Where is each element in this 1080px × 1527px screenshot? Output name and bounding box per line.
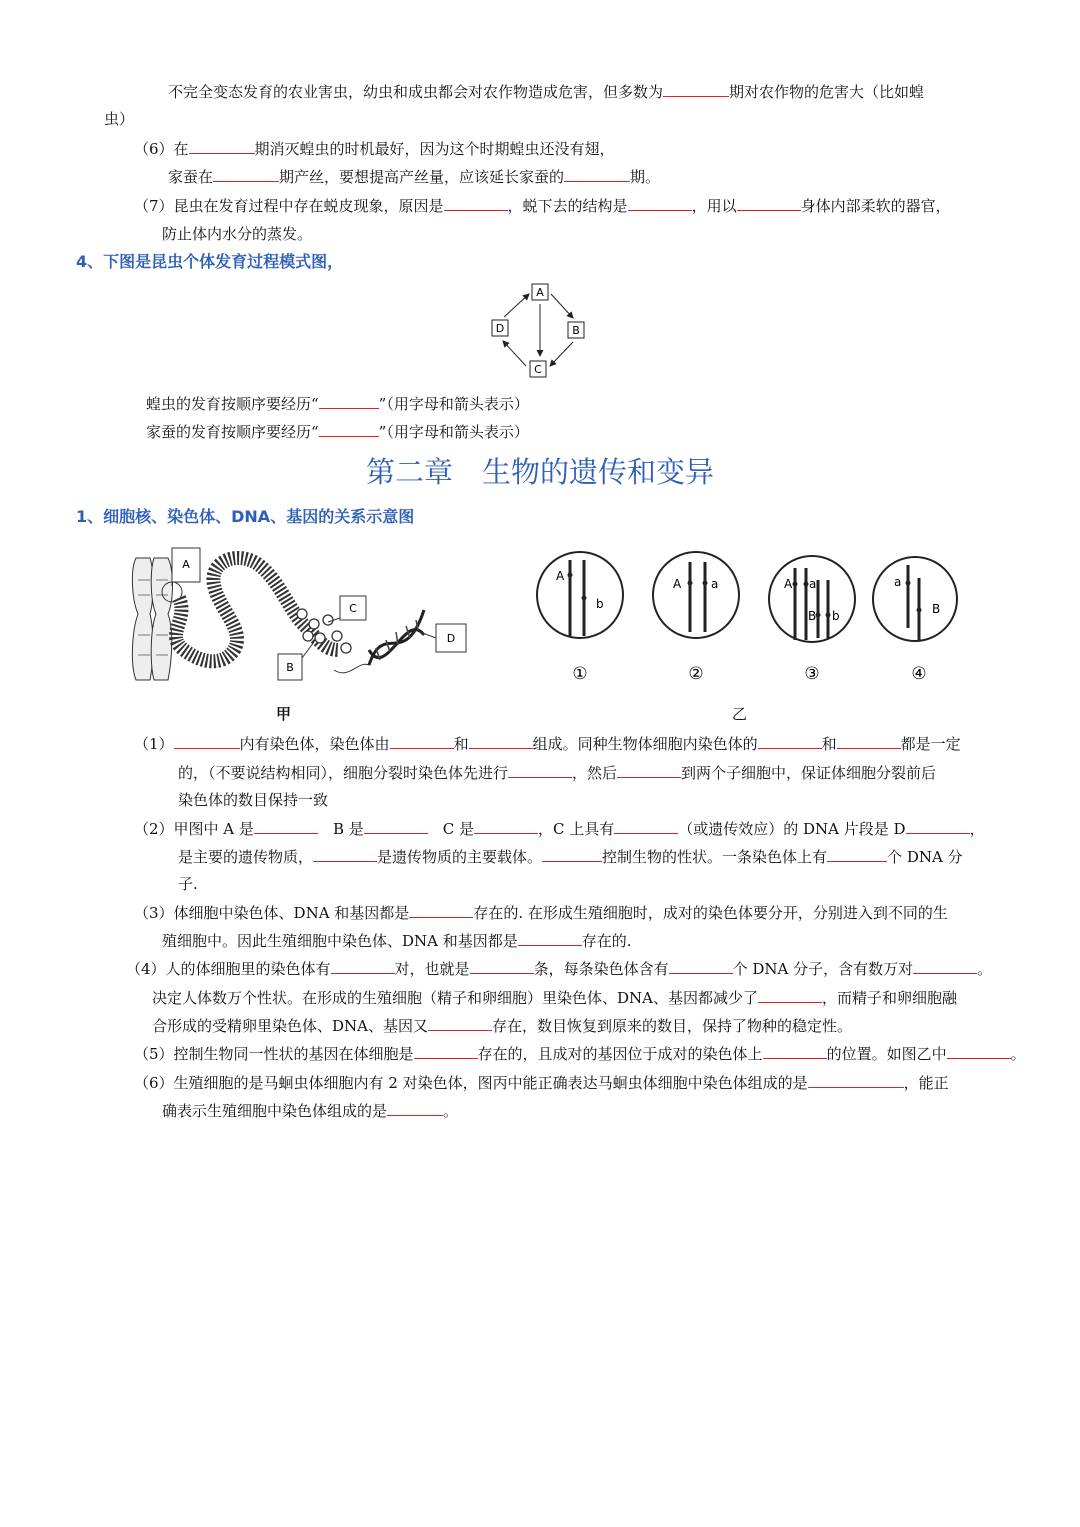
text: ，能正 (903, 1074, 949, 1092)
answer-blank[interactable] (364, 818, 428, 834)
allele-label: A (784, 577, 793, 591)
chapter-title: 第二章 生物的遗传和变异 (365, 455, 714, 489)
text: 期消灭蝗虫的时机最好，因为这个时期蝗虫还没有翅， (254, 140, 615, 158)
text: 染色体的数目保持一致 (178, 791, 329, 809)
answer-blank[interactable] (663, 81, 729, 97)
text: 组成。同种生物体细胞内染色体的 (532, 735, 758, 753)
text: （1） (134, 735, 174, 753)
text: 。 (977, 960, 993, 978)
p4-line-a (126, 958, 992, 979)
p2-line-c (178, 874, 198, 894)
label-a: A (182, 558, 190, 571)
caption-jia: 甲 (276, 705, 292, 723)
answer-blank[interactable] (390, 733, 454, 749)
insect-cycle-diagram (488, 280, 592, 382)
text: ， (969, 820, 985, 838)
text: ，而精子和卵细胞融 (822, 989, 958, 1007)
p1-line-b (178, 762, 936, 783)
answer-blank[interactable] (614, 818, 678, 834)
text: （6）在 (134, 140, 189, 158)
p6-line-b (162, 1100, 458, 1121)
text: 家蚕的发育按顺序要经历“ (146, 423, 319, 441)
p4-line-b (152, 987, 957, 1008)
text: 家蚕在 (168, 168, 214, 186)
allele-label: a (711, 577, 719, 591)
answer-blank[interactable] (628, 195, 692, 211)
answer-blank[interactable] (913, 958, 977, 974)
text: 存在的，且成对的基因位于成对的染色体上 (477, 1045, 763, 1063)
answer-blank[interactable] (387, 1100, 443, 1116)
text: 期产丝，要想提高产丝量，应该延长家蚕的 (279, 168, 565, 186)
allele-label: A (673, 577, 682, 591)
figure-yi (530, 540, 970, 690)
text: 期。 (630, 168, 661, 186)
q4-heading: 4、下图是昆虫个体发育过程模式图， (76, 252, 344, 271)
answer-blank[interactable] (409, 902, 473, 918)
q3-line-b (104, 109, 134, 129)
text: 存在，数目恢复到原来的数目，保持了物种的稳定性。 (492, 1017, 853, 1035)
text: 是遗传物质的主要载体。 (377, 848, 543, 866)
answer-blank[interactable] (313, 846, 377, 862)
figure-jia (124, 540, 474, 690)
text: （6）生殖细胞的是马蛔虫体细胞内有 2 对染色体，图丙中能正确表达马蛔虫体细胞中染色体组成的是 (134, 1074, 808, 1092)
text: （2）甲图中 A 是 (134, 820, 254, 838)
answer-blank[interactable] (737, 195, 801, 211)
p5-line (134, 1043, 1026, 1064)
label-d: D (446, 632, 456, 645)
text: C 是 (442, 820, 474, 838)
answer-blank[interactable] (189, 138, 255, 154)
cell-number: ① (572, 664, 588, 684)
text: 存在的. (581, 932, 632, 950)
p3-line-b (162, 930, 632, 951)
answer-blank[interactable] (414, 1043, 478, 1059)
cell-number: ④ (911, 664, 927, 684)
answer-blank[interactable] (758, 987, 822, 1003)
answer-blank[interactable] (428, 1015, 492, 1031)
text: 身体内部柔软的器官， (800, 197, 951, 215)
allele-label: a (894, 575, 902, 589)
text: B 是 (332, 820, 364, 838)
answer-blank[interactable] (508, 762, 572, 778)
arrow-b-c (550, 342, 573, 366)
node-d-label: D (495, 322, 505, 335)
text: 的位置。如图乙中 (826, 1045, 947, 1063)
text: 。 (1010, 1045, 1026, 1063)
cell-1 (537, 552, 623, 684)
answer-blank[interactable] (331, 958, 395, 974)
text: 虫） (104, 110, 135, 128)
text: 条，每条染色体含有 (533, 960, 669, 978)
q7-line-a (134, 195, 951, 216)
caption-yi: 乙 (732, 705, 748, 723)
text: 蝗虫的发育按顺序要经历“ (146, 395, 319, 413)
text: （7）昆虫在发育过程中存在蜕皮现象，原因是 (134, 197, 444, 215)
text: 是主要的遗传物质， (178, 848, 314, 866)
allele-label: a (809, 577, 817, 591)
answer-blank[interactable] (474, 818, 538, 834)
node-c-label: C (534, 363, 542, 376)
text: ”（用字母和箭头表示） (378, 423, 529, 441)
text: （5）控制生物同一性状的基因在体细胞是 (134, 1045, 414, 1063)
text: 到两个子细胞中，保证体细胞分裂前后 (681, 764, 937, 782)
node-a-label: A (536, 286, 544, 299)
cell-4 (873, 557, 957, 684)
text: ，用以 (691, 197, 737, 215)
q6-line-b (168, 166, 660, 187)
text: 不完全变态发育的农业害虫，幼虫和成虫都会对农作物造成危害，但多数为 (168, 83, 664, 101)
dna-helix (369, 610, 424, 665)
p2-line-a (134, 818, 985, 839)
answer-blank[interactable] (758, 733, 822, 749)
answer-blank[interactable] (947, 1043, 1011, 1059)
answer-blank[interactable] (444, 195, 508, 211)
answer-blank[interactable] (763, 1043, 827, 1059)
answer-blank[interactable] (319, 393, 379, 409)
allele-label: b (832, 609, 840, 623)
q3-line-a (168, 81, 924, 102)
text: （4）人的体细胞里的染色体有 (126, 960, 331, 978)
answer-blank[interactable] (254, 818, 318, 834)
chromosome-shape (132, 558, 172, 680)
text: ，蜕下去的结构是 (507, 197, 628, 215)
q6-line-a (134, 138, 615, 159)
text: 个 DNA 分 (887, 848, 963, 866)
p4-line-c (152, 1015, 852, 1036)
text: 对，也就是 (394, 960, 470, 978)
p3-line-a (134, 902, 948, 923)
p2-line-b (178, 846, 963, 867)
text: 控制生物的性状。一条染色体上有 (602, 848, 828, 866)
locust-line (146, 393, 529, 414)
label-b: B (286, 661, 294, 674)
p1-line-c (178, 790, 328, 810)
answer-blank[interactable] (469, 733, 533, 749)
allele-label: A (556, 569, 565, 583)
answer-blank[interactable] (542, 846, 602, 862)
answer-blank[interactable] (174, 733, 240, 749)
cell-2 (653, 552, 739, 684)
q7-line-b (162, 224, 312, 244)
text: （或遗传效应）的 DNA 片段是 D (678, 820, 906, 838)
cell-number: ② (688, 664, 704, 684)
allele-label: B (808, 609, 817, 623)
answer-blank[interactable] (319, 421, 379, 437)
answer-blank[interactable] (617, 762, 681, 778)
text: ，然后 (572, 764, 618, 782)
section1-heading: 1、细胞核、染色体、DNA、基因的关系示意图 (76, 507, 415, 526)
text: （3）体细胞中染色体、DNA 和基因都是 (134, 904, 410, 922)
text: 决定人体数万个性状。在形成的生殖细胞（精子和卵细胞）里染色体、DNA、基因都减少了 (152, 989, 758, 1007)
arrow-a-b (551, 294, 573, 318)
text: 个 DNA 分子，含有数万对 (732, 960, 914, 978)
p1-line-a (134, 733, 961, 754)
answer-blank[interactable] (827, 846, 887, 862)
text: 殖细胞中。因此生殖细胞中染色体、DNA 和基因都是 (162, 932, 518, 950)
arrow-c-d (503, 341, 526, 366)
answer-blank[interactable] (837, 733, 901, 749)
allele-label: b (596, 597, 604, 611)
text: 都是一定 (900, 735, 961, 753)
label-c: C (349, 602, 357, 615)
text: ，C 上具有 (538, 820, 615, 838)
text: ”（用字母和箭头表示） (378, 395, 529, 413)
text: 和 (821, 735, 837, 753)
cell-number: ③ (804, 664, 820, 684)
answer-blank[interactable] (669, 958, 733, 974)
text: 防止体内水分的蒸发。 (162, 225, 313, 243)
arrow-d-a (504, 294, 529, 317)
text: 。 (443, 1102, 459, 1120)
silkworm-line (146, 421, 529, 442)
text: 期对农作物的危害大（比如蝗 (729, 83, 925, 101)
answer-blank[interactable] (906, 818, 970, 834)
allele-label: B (932, 602, 941, 616)
node-b-label: B (572, 324, 580, 337)
answer-blank[interactable] (518, 930, 582, 946)
text: 和 (453, 735, 469, 753)
text: 内有染色体，染色体由 (239, 735, 390, 753)
text: 存在的. 在形成生殖细胞时，成对的染色体要分开，分别进入到不同的生 (473, 904, 948, 922)
cell-3 (769, 556, 855, 684)
text: 合形成的受精卵里染色体、DNA、基因又 (152, 1017, 428, 1035)
text: 的，（不要说结构相同），细胞分裂时染色体先进行 (178, 764, 509, 782)
answer-blank[interactable] (564, 166, 630, 182)
text: 子. (178, 875, 198, 893)
answer-blank[interactable] (213, 166, 279, 182)
answer-blank[interactable] (808, 1072, 904, 1088)
answer-blank[interactable] (470, 958, 534, 974)
text: 确表示生殖细胞中染色体组成的是 (162, 1102, 388, 1120)
p6-line-a (134, 1072, 949, 1093)
